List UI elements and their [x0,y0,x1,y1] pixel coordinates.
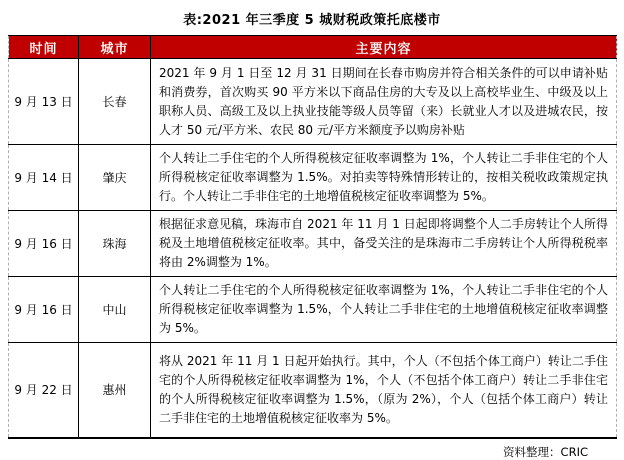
city-cell: 中山 [79,277,151,343]
city-cell: 肇庆 [79,145,151,211]
content-cell: 2021 年 9 月 1 日至 12 月 31 日期间在长春市购房并符合相关条件的可以申请补贴和消费券，首次购买 90 平方米以下商品住房的大专及以上高校毕业生、中级及以上职称人员、高级工及以上执业技能等级人员等留（来）长就业人才以及进城农民，按人才 50 元/平方米、农民 80 元/平方米额度予以购房补贴 [151,59,617,145]
table-row [9,343,617,438]
header-time: 时间 [9,36,79,59]
table-row [9,145,617,211]
content-cell: 个人转让二手住宅的个人所得税核定征收率调整为 1%，个人转让二手非住宅的个人所得税核定征收率调整为 1.5%。对拍卖等特殊情形转让的，按相关税收政策规定执行。个人转让二手非住宅的土地增值税核定征收率调整为 5%。 [151,145,617,211]
table-row [9,211,617,277]
date-cell: 9 月 16 日 [9,277,79,343]
date-cell: 9 月 14 日 [9,145,79,211]
content-cell: 根据征求意见稿，珠海市自 2021 年 11 月 1 日起即将调整个人二手房转让个人所得税及土地增值税核定征收率。其中，备受关注的是珠海市二手房转让个人所得税税率将由 2%调整为 1%。 [151,211,617,277]
table-header-row [9,36,617,59]
table-row [9,59,617,145]
source-note: 资料整理：CRIC [503,444,588,459]
content-cell: 个人转让二手住宅的个人所得税核定征收率调整为 1%，个人转让二手非住宅的个人所得税核定征收率调整为 1.5%，个人转让二手非住宅的土地增值税核定征收率调整为 5%。 [151,277,617,343]
header-content: 主要内容 [151,36,617,59]
header-city: 城市 [79,36,151,59]
date-cell: 9 月 22 日 [9,343,79,438]
city-cell: 长春 [79,59,151,145]
city-cell: 惠州 [79,343,151,438]
policy-table [8,35,617,439]
date-cell: 9 月 16 日 [9,211,79,277]
table-title: 表:2021 年三季度 5 城财税政策托底楼市 [183,13,441,28]
table-row [9,277,617,343]
content-cell: 将从 2021 年 11 月 1 日起开始执行。其中，个人（不包括个体工商户）转让二手住宅的个人所得税核定征收率调整为 1%，个人（不包括个体工商户）转让二手非住宅的个人所得税核定征收率调整为 1.5%，（原为 2%），个人（包括个体工商户）转让二手非住宅的土地增值税核定征收率为 5%。 [151,343,617,438]
date-cell: 9 月 13 日 [9,59,79,145]
city-cell: 珠海 [79,211,151,277]
